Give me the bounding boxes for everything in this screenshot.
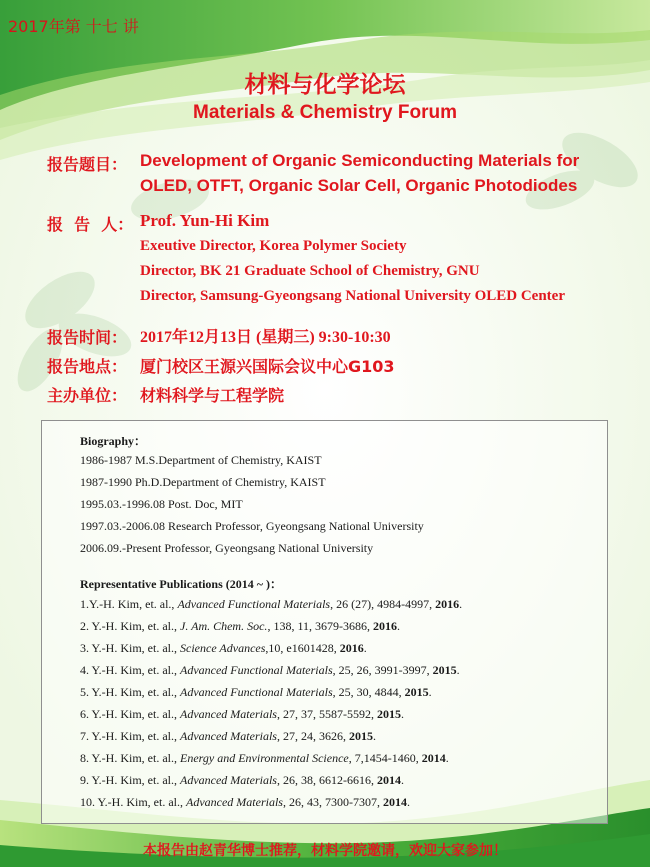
bio-entry: 1995.03.-1996.08 Post. Doc, MIT (80, 497, 243, 511)
pub-year: 2016 (339, 641, 364, 655)
pub-year: 2015 (348, 729, 373, 743)
publication-item (80, 751, 449, 766)
publication-item (80, 795, 410, 810)
pub-details: , 27, 24, 3626, (276, 729, 349, 743)
pub-journal: Advanced Materials (180, 729, 277, 743)
pub-journal: Advanced Functional Materials (180, 663, 333, 677)
pub-year: 2015 (404, 685, 429, 699)
pub-details: , 7,1454-1460, (348, 751, 422, 765)
organizer-value: 材料科学与工程学院 (140, 386, 285, 405)
publication-item (80, 707, 404, 722)
pub-details: ,10, e1601428, (265, 641, 340, 655)
publication-item (80, 619, 400, 634)
publication-item (80, 641, 367, 656)
bio-entry: 2006.09.-Present Professor, Gyeongsang National University (80, 541, 374, 555)
pub-authors: 6. Y.-H. Kim, et. al., (80, 707, 180, 721)
pub-end: . (406, 795, 410, 809)
pub-authors: 10. Y.-H. Kim, et. al., (80, 795, 186, 809)
bio-entry: 1986-1987 M.S.Department of Chemistry, KAIST (80, 453, 322, 467)
forum-title-english: Materials & Chemistry Forum (193, 102, 457, 123)
pub-journal: Advanced Materials (186, 795, 283, 809)
pub-end: . (400, 707, 404, 721)
pub-details: , 26, 38, 6612-6616, (276, 773, 377, 787)
footer-invitation: 本报告由赵青华博士推荐，材料学院邀请，欢迎大家参加！ (143, 843, 507, 859)
publication-item (80, 597, 462, 612)
pub-details: , 26, 43, 7300-7307, (282, 795, 383, 809)
pub-journal: Advanced Functional Materials (180, 685, 333, 699)
pub-end: . (459, 597, 463, 611)
topic-line-1: Development of Organic Semiconducting Materials for (140, 151, 580, 170)
lecture-series-number: 2017年第 十七 讲 (8, 17, 139, 36)
pub-end: . (397, 619, 400, 633)
publications-heading: Representative Publications (2014 ~ )： (80, 577, 283, 591)
pub-authors: 4. Y.-H. Kim, et. al., (80, 663, 180, 677)
speaker-label: 报 告 人： (47, 215, 134, 234)
pub-authors: 3. Y.-H. Kim, et. al., (80, 641, 180, 655)
topic-line-2: OLED, OTFT, Organic Solar Cell, Organic Photodiodes (140, 176, 578, 195)
publication-item (80, 663, 460, 678)
bio-entry: 1987-1990 Ph.D.Department of Chemistry, KAIST (80, 475, 326, 489)
pub-authors: 2. Y.-H. Kim, et. al., (80, 619, 180, 633)
pub-authors: 8. Y.-H. Kim, et. al., (80, 751, 180, 765)
pub-end: . (372, 729, 376, 743)
pub-authors: 5. Y.-H. Kim, et. al., (80, 685, 180, 699)
pub-year: 2015 (432, 663, 457, 677)
publication-item (80, 729, 376, 744)
pub-authors: 9. Y.-H. Kim, et. al., (80, 773, 180, 787)
pub-authors: 7. Y.-H. Kim, et. al., (80, 729, 180, 743)
time-value: 2017年12月13日 (星期三) 9:30-10:30 (140, 329, 391, 346)
pub-details: , 25, 26, 3991-3997, (332, 663, 433, 677)
pub-details: , 27, 37, 5587-5592, (276, 707, 377, 721)
speaker-title-3: Director, Samsung-Gyeongsang National University OLED Center (140, 288, 565, 304)
bio-entry: 1997.03.-2006.08 Research Professor, Gyeongsang National University (80, 519, 424, 533)
pub-end: . (428, 685, 432, 699)
pub-authors: 1.Y.-H. Kim, et. al., (80, 597, 178, 611)
speaker-title-1: Exeutive Director, Korea Polymer Society (140, 238, 407, 254)
biography-heading: Biography： (80, 434, 147, 448)
pub-end: . (363, 641, 367, 655)
pub-journal: Science Advances (180, 641, 266, 655)
pub-year: 2014 (421, 751, 446, 765)
pub-journal: Advanced Functional Materials (177, 597, 331, 611)
pub-end: . (445, 751, 449, 765)
publication-item (80, 685, 432, 700)
pub-journal: Energy and Environmental Science (180, 751, 349, 765)
pub-year: 2014 (376, 773, 401, 787)
topic-label: 报告题目： (47, 155, 128, 174)
pub-journal: Advanced Materials (180, 773, 277, 787)
publication-item (80, 773, 404, 788)
speaker-title-2: Director, BK 21 Graduate School of Chemistry, GNU (140, 263, 480, 279)
pub-year: 2015 (376, 707, 401, 721)
pub-year: 2016 (373, 619, 397, 633)
speaker-name: Prof. Yun-Hi Kim (140, 211, 270, 230)
pub-details: , 138, 11, 3679-3686, (267, 619, 373, 633)
pub-year: 2014 (382, 795, 407, 809)
time-label: 报告时间： (47, 328, 128, 347)
location-label: 报告地点： (47, 357, 128, 376)
forum-title-chinese: 材料与化学论坛 (244, 72, 406, 98)
pub-journal: Advanced Materials (180, 707, 277, 721)
pub-details: , 25, 30, 4844, (332, 685, 405, 699)
pub-year: 2016 (435, 597, 460, 611)
location-value: 厦门校区王源兴国际会议中心G103 (140, 357, 395, 376)
pub-journal: J. Am. Chem. Soc. (180, 619, 268, 633)
pub-end: . (456, 663, 460, 677)
pub-details: , 26 (27), 4984-4997, (330, 597, 436, 611)
pub-end: . (400, 773, 404, 787)
organizer-label: 主办单位： (47, 386, 128, 405)
